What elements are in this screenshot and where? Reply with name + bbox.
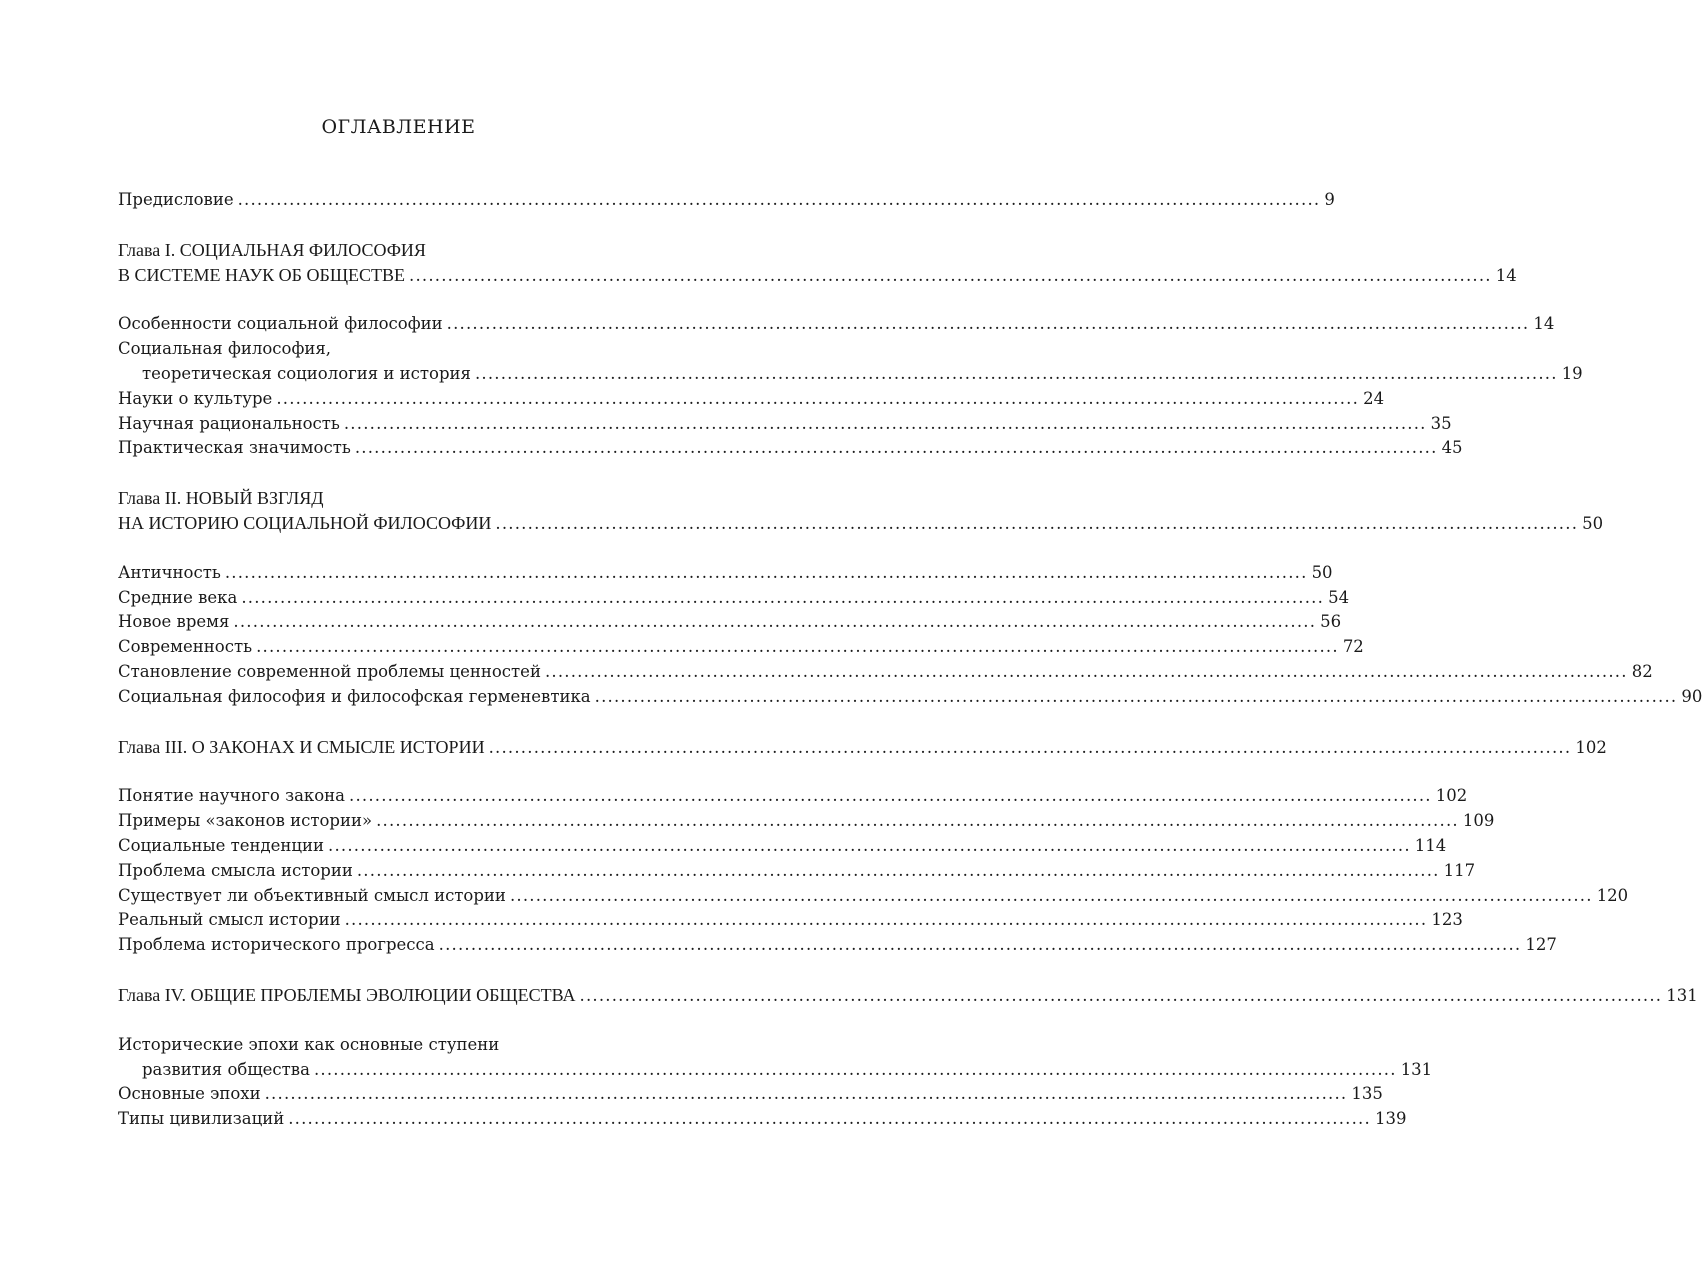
- entry-page: 24: [1363, 388, 1385, 408]
- leader-dots: [233, 610, 1316, 635]
- toc-entry[interactable]: [118, 412, 1452, 437]
- entry-title: Понятие научного закона: [118, 786, 345, 806]
- entry-title: Основные эпохи: [118, 1084, 261, 1104]
- chapter-1-heading-line1[interactable]: [118, 238, 680, 263]
- toc-entry-line1[interactable]: [118, 1033, 680, 1058]
- entry-page: 56: [1320, 612, 1342, 632]
- entry-page: 35: [1430, 413, 1452, 433]
- toc-entry[interactable]: [118, 908, 1463, 933]
- toc-entry-preface[interactable]: [118, 188, 1335, 213]
- leader-dots: [510, 884, 1593, 909]
- leader-dots: [357, 859, 1440, 884]
- toc-entry[interactable]: [118, 387, 1385, 412]
- entry-page: 54: [1328, 587, 1350, 607]
- toc-entry[interactable]: [118, 809, 1495, 834]
- toc-entry-line2[interactable]: [118, 1058, 1433, 1083]
- toc-entry[interactable]: [118, 610, 1342, 635]
- leader-dots: [276, 387, 1359, 412]
- chapter-title: Глава II. НОВЫЙ ВЗГЛЯД: [118, 488, 324, 509]
- chapter-2-heading-line1[interactable]: [118, 486, 680, 511]
- chapter-title: Глава I. СОЦИАЛЬНАЯ ФИЛОСОФИЯ: [118, 239, 426, 260]
- leader-dots: [495, 512, 1578, 537]
- entry-title: Реальный смысл истории: [118, 910, 341, 930]
- entry-page: 50: [1311, 562, 1333, 582]
- toc-entry[interactable]: [118, 436, 1463, 461]
- toc-entry[interactable]: [118, 660, 1653, 685]
- toc-entry[interactable]: [118, 884, 1629, 909]
- entry-title: Предисловие: [118, 190, 234, 209]
- toc-entry[interactable]: [118, 586, 1350, 611]
- leader-dots: [328, 834, 1411, 859]
- chapter-title: НА ИСТОРИЮ СОЦИАЛЬНОЙ ФИЛОСОФИИ: [118, 512, 492, 533]
- entry-title: Существует ли объективный смысл истории: [118, 885, 506, 905]
- leader-dots: [349, 784, 1432, 809]
- chapter-page: 131: [1666, 985, 1698, 1005]
- leader-dots: [545, 660, 1628, 685]
- entry-page: 9: [1324, 190, 1335, 209]
- toc-entry[interactable]: [118, 685, 1702, 710]
- toc-entry[interactable]: [118, 561, 1333, 586]
- leader-dots: [344, 412, 1427, 437]
- entry-title: Новое время: [118, 612, 230, 632]
- entry-page: 135: [1351, 1084, 1383, 1104]
- entry-title: Социальная философия,: [118, 339, 332, 359]
- toc-entry[interactable]: [118, 312, 1555, 337]
- leader-dots: [489, 736, 1572, 761]
- entry-page: 90: [1681, 686, 1702, 706]
- leader-dots: [288, 1107, 1371, 1132]
- entry-page: 139: [1374, 1109, 1407, 1129]
- chapter-page: 50: [1582, 513, 1604, 533]
- leader-dots: [475, 362, 1558, 387]
- entry-page: 45: [1441, 438, 1463, 458]
- leader-dots: [238, 188, 1321, 213]
- toc-entry-line1[interactable]: [118, 337, 680, 362]
- toc-entry[interactable]: [118, 834, 1447, 859]
- entry-title: Современность: [118, 637, 253, 657]
- chapter-title: В СИСТЕМЕ НАУК ОБ ОБЩЕСТВЕ: [118, 264, 405, 285]
- toc-entry[interactable]: [118, 859, 1476, 884]
- leader-dots: [225, 561, 1308, 586]
- entry-title: Научная рациональность: [118, 413, 340, 433]
- toc-entry[interactable]: [118, 1082, 1383, 1107]
- chapter-1-heading-line2[interactable]: [118, 263, 1517, 288]
- leader-dots: [580, 984, 1663, 1009]
- chapter-4-heading[interactable]: [118, 983, 1698, 1008]
- leader-dots: [595, 685, 1678, 710]
- leader-dots: [376, 809, 1459, 834]
- leader-dots: [355, 436, 1438, 461]
- entry-title: Науки о культуре: [118, 388, 273, 408]
- entry-page: 109: [1462, 811, 1495, 831]
- toc-entry[interactable]: [118, 635, 1364, 660]
- chapter-3-heading[interactable]: [118, 735, 1607, 760]
- entry-page: 102: [1435, 786, 1468, 806]
- chapter-page: 102: [1575, 737, 1607, 757]
- leader-dots: [265, 1082, 1348, 1107]
- entry-title: Практическая значимость: [118, 438, 351, 458]
- entry-title: Особенности социальной философии: [118, 314, 443, 334]
- entry-title: Типы цивилизаций: [118, 1109, 285, 1129]
- leader-dots: [439, 933, 1522, 958]
- entry-page: 120: [1596, 885, 1629, 905]
- chapter-2-heading-line2[interactable]: [118, 511, 1604, 536]
- entry-title: Социальная философия и философская герменевтика: [118, 686, 591, 706]
- entry-title-continued: теоретическая социология и история: [142, 363, 471, 383]
- entry-page: 82: [1631, 661, 1653, 681]
- entry-page: 114: [1414, 835, 1447, 855]
- entry-title: Становление современной проблемы ценностей: [118, 661, 541, 681]
- entry-page: 123: [1431, 910, 1463, 930]
- entry-page: 127: [1525, 935, 1557, 955]
- entry-title-continued: развития общества: [142, 1059, 310, 1079]
- chapter-page: 14: [1495, 265, 1517, 285]
- entry-title: Проблема исторического прогресса: [118, 935, 435, 955]
- entry-title: Примеры «законов истории»: [118, 811, 373, 831]
- table-of-contents: [118, 188, 1702, 1132]
- leader-dots: [345, 908, 1428, 933]
- toc-entry[interactable]: [118, 1107, 1407, 1132]
- leader-dots: [409, 264, 1492, 289]
- page-title: ОГЛАВЛЕНИЕ: [321, 116, 476, 138]
- entry-title: Античность: [118, 562, 221, 582]
- leader-dots: [447, 312, 1530, 337]
- toc-entry[interactable]: [118, 784, 1468, 809]
- entry-page: 131: [1400, 1059, 1433, 1079]
- chapter-title: Глава IV. ОБЩИЕ ПРОБЛЕМЫ ЭВОЛЮЦИИ ОБЩЕСТВА: [118, 984, 576, 1005]
- entry-title: Средние века: [118, 587, 238, 607]
- entry-title: Исторические эпохи как основные ступени: [118, 1034, 500, 1054]
- entry-page: 117: [1443, 860, 1476, 880]
- leader-dots: [314, 1058, 1397, 1083]
- leader-dots: [256, 635, 1339, 660]
- entry-title: Социальные тенденции: [118, 835, 325, 855]
- entry-page: 72: [1342, 637, 1364, 657]
- entry-title: Проблема смысла истории: [118, 860, 353, 880]
- entry-page: 14: [1533, 314, 1555, 334]
- leader-dots: [241, 586, 1324, 611]
- toc-entry-line2[interactable]: [118, 362, 1583, 387]
- toc-entry[interactable]: [118, 933, 1557, 958]
- entry-page: 19: [1561, 363, 1583, 383]
- chapter-title: Глава III. О ЗАКОНАХ И СМЫСЛЕ ИСТОРИИ: [118, 736, 485, 757]
